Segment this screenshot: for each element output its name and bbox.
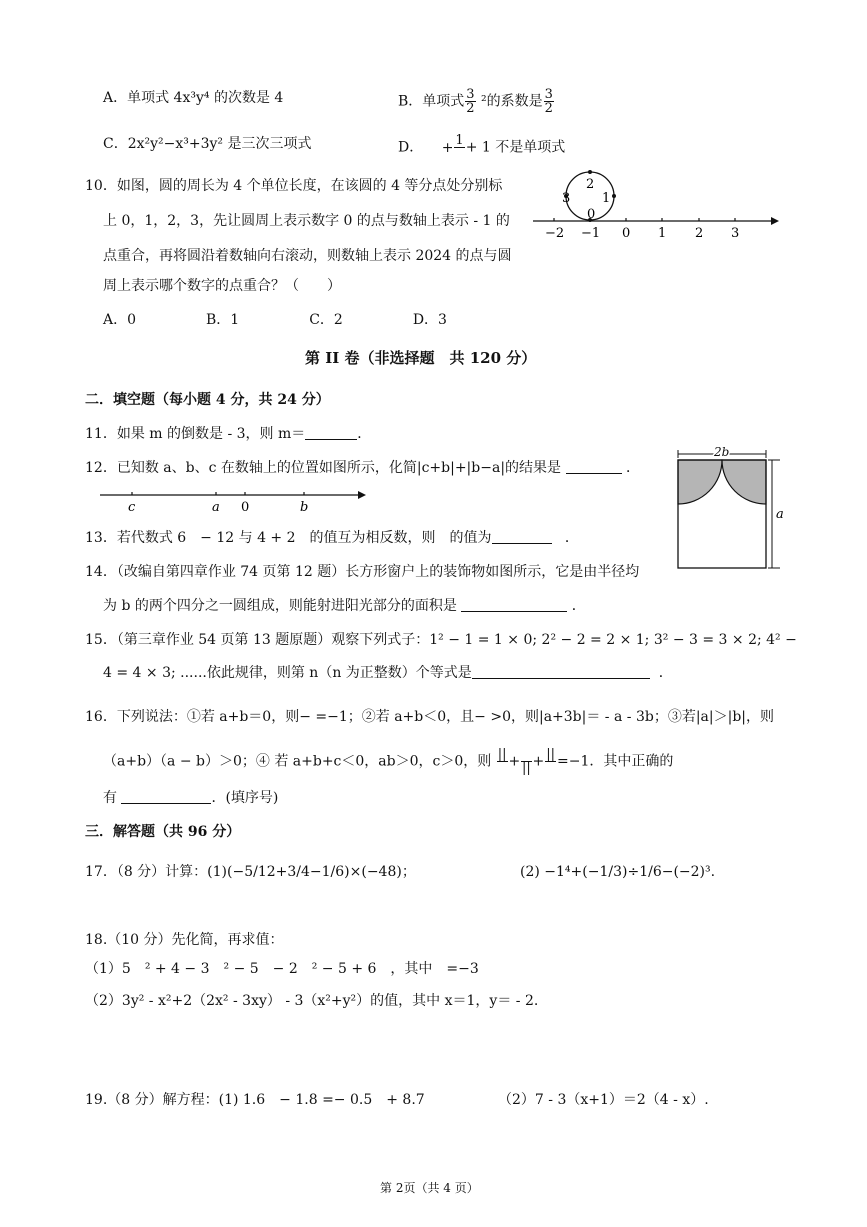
q11-answer-blank[interactable]	[305, 439, 357, 440]
q13-text: 13．若代数式 6 − 12 与 4 + 2 的值互为相反数，则 的值为 ．	[85, 530, 579, 546]
q9-option-a: A．单项式 4x³y⁴ 的次数是 4	[103, 90, 284, 106]
q10-tick-1: 1	[658, 226, 667, 241]
q16-line-2: （a+b）（a − b）＞0；④ 若 a+b+c＜0，ab＞0，c＞0，则 || + || + || =−1．其中正确的	[103, 747, 674, 776]
q14-line-1: 14．（改编自第四章作业 74 页第 12 题）长方形窗户上的装饰物如图所示，它是由半径均	[85, 564, 640, 580]
page-footer: 第 2页（共 4 页）	[380, 1181, 479, 1195]
q10-line-2: 上 0，1，2，3，先让圆周上表示数字 0 的点与数轴上表示 - 1 的	[103, 213, 510, 229]
q9-option-d: D． + 1 + 1 不是单项式	[398, 134, 565, 161]
q12-label-c: c	[128, 500, 136, 515]
q18-line-1: 18.（10 分）先化简，再求值：	[85, 932, 284, 948]
q14-right-quarter-circle	[722, 460, 766, 504]
q16-frac-3: ||	[546, 747, 555, 762]
q18-line-2: （1）5 ² + 4 − 3 ² − 5 − 2 ² − 5 + 6 ，其中 =−3	[85, 961, 479, 977]
q10-circle-label-0: 0	[587, 207, 596, 222]
q12-label-a: a	[212, 500, 220, 515]
q10-circle-number-line-figure	[533, 166, 783, 246]
q12-label-b: b	[300, 500, 309, 515]
q10-line-4: 周上表示哪个数字的点重合？（ ）	[103, 278, 341, 294]
q10-line-1: 10．如图，圆的周长为 4 个单位长度，在该圆的 4 等分点处分别标	[85, 178, 503, 194]
q16-line-3: 有 ．(填序号)	[103, 790, 279, 806]
q12-number-line-figure	[100, 484, 370, 514]
q10-tick-3: 3	[731, 226, 740, 241]
q15-line-2: 4 = 4 × 3; ......依此规律，则第 n（n 为正整数）个等式是 ．	[103, 665, 673, 681]
section-2-heading: 二．填空题（每小题 4 分，共 24 分）	[85, 392, 330, 408]
q19-part-1: 19.（8 分）解方程：(1) 1.6 − 1.8 =− 0.5 + 8.7	[85, 1092, 425, 1108]
q14-window-figure	[676, 446, 786, 576]
q17-expression-2: −1⁴+(−1/3)÷1/6−(−2)³.	[544, 864, 716, 880]
q9-option-b	[398, 88, 555, 115]
q10-tick-0: 0	[622, 226, 631, 241]
q15-line-1: 15．（第三章作业 54 页第 13 题原题）观察下列式子：1² − 1 = 1 × 0; 2² − 2 = 2 × 1; 3² − 3 = 3 × 2; 4² −	[85, 632, 797, 648]
q16-frac-2: ||	[521, 748, 531, 775]
q10-circle-label-1: 1	[602, 191, 611, 206]
q9-b-fraction: $\frac{3}{2}$	[466, 87, 475, 116]
q12-answer-blank[interactable]	[566, 473, 622, 474]
q17-part-1: 17．（8 分）计算：(1)(−5/12+3/4−1/6)×(−48)；	[85, 864, 416, 880]
q9-b-coefficient: $\frac{3}{2}$	[544, 87, 553, 116]
part2-title: 第 II 卷（非选择题 共 120 分）	[305, 349, 537, 367]
q12-text: 12．已知数 a、b、c 在数轴上的位置如图所示，化简|c+b|+|b−a|的结果是 ．	[85, 460, 640, 476]
q18-line-3: （2）3y² - x²+2（2x² - 3xy） - 3（x²+y²）的值，其中 x＝1，y＝ - 2.	[85, 993, 539, 1009]
q17-part-2: (2) −1⁴+(−1/3)÷1/6−(−2)³.	[520, 864, 716, 880]
q16-answer-blank[interactable]	[121, 803, 211, 804]
q10-circle-label-3: 3	[562, 191, 571, 206]
q10-tick-neg1: −1	[581, 226, 601, 241]
q17-expression-1: (−5/12+3/4−1/6)×(−48)；	[227, 864, 416, 880]
q19-part-2: （2）7 - 3（x+1）＝2（4 - x）.	[498, 1092, 709, 1108]
q15-answer-blank[interactable]	[472, 678, 650, 679]
q12-label-0: 0	[241, 500, 250, 515]
q10-line-3: 点重合，再将圆沿着数轴向右滚动，则数轴上表示 2024 的点与圆	[103, 248, 512, 264]
q10-circle-label-2: 2	[586, 177, 595, 192]
q9-b-middle: ²的系数是	[481, 93, 543, 110]
q9-d-fraction: 1	[455, 133, 464, 148]
q10-tick-neg2: −2	[545, 226, 565, 241]
q14-label-a: a	[776, 507, 784, 522]
q13-answer-blank[interactable]	[492, 543, 552, 544]
q16-line-1: 16．下列说法：①若 a+b＝0，则− =−1；②若 a+b＜0，且− >0，则|a+3b|＝ - a - 3b；③若|a|＞|b|，则	[85, 709, 775, 725]
q10-options: A．0 B．1 C．2 D．3	[103, 312, 447, 328]
section-3-heading: 三．解答题（共 96 分）	[85, 824, 241, 840]
q11-text: 11．如果 m 的倒数是 - 3，则 m＝ ．	[85, 426, 372, 442]
q10-tick-2: 2	[695, 226, 704, 241]
q14-answer-blank[interactable]	[461, 611, 567, 612]
q14-label-2b: 2b	[714, 445, 730, 459]
q16-frac-1: ||	[497, 747, 507, 762]
q9-option-c: C．2x²y²−x³+3y² 是三次三项式	[103, 136, 312, 152]
q14-line-2: 为 b 的两个四分之一圆组成，则能射进阳光部分的面积是 ．	[103, 598, 586, 614]
q9-b-prefix: B．单项式	[398, 93, 465, 110]
q14-left-quarter-circle	[678, 460, 722, 504]
